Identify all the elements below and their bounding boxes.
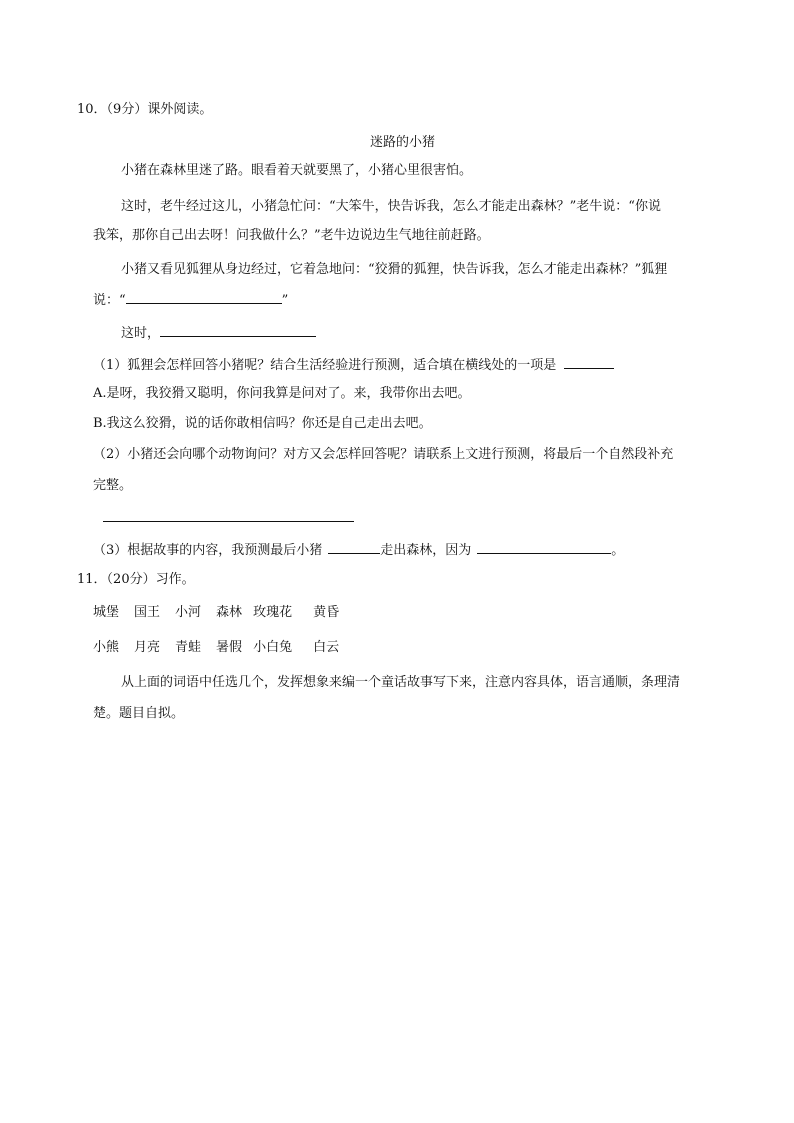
question-11-header: 11．（20分）习作。 bbox=[77, 572, 195, 587]
story-paragraph-3-line-2 bbox=[93, 290, 288, 310]
word: 青蛙 bbox=[175, 640, 202, 655]
option-b: B.我这么狡猾，说的话你敢相信吗？你还是自己走出去吧。 bbox=[93, 416, 432, 431]
word: 白云 bbox=[313, 640, 340, 655]
last-paragraph-blank[interactable] bbox=[160, 323, 316, 337]
option-a: A.是呀，我狡猾又聪明，你问我算是问对了。来，我带你出去吧。 bbox=[93, 386, 471, 401]
fox-answer-blank[interactable] bbox=[126, 290, 282, 304]
writing-instruction-line-2: 楚。题目自拟。 bbox=[93, 706, 185, 721]
word-row-1 bbox=[93, 604, 339, 622]
sub-question-3-blank-1[interactable] bbox=[328, 540, 380, 554]
word: 小白兔 bbox=[253, 640, 293, 655]
sub-question-2-line-2: 完整。 bbox=[93, 478, 133, 493]
story-paragraph-2-line-2: 我笨，那你自己出去呀！问我做什么？”老牛边说边生气地往前赶路。 bbox=[93, 228, 490, 243]
story-paragraph-2-line-1: 这时，老牛经过这儿，小猪急忙问：“大笨牛，快告诉我，怎么才能走出森林？”老牛说：“你说 bbox=[121, 199, 661, 214]
fox-quote-prefix: 说：“ bbox=[93, 293, 126, 308]
writing-instruction-line-1: 从上面的词语中任选几个，发挥想象来编一个童话故事写下来，注意内容具体，语言通顺，条理清 bbox=[121, 675, 681, 690]
question-10-header: 10．（9分）课外阅读。 bbox=[77, 102, 213, 117]
sub-question-3 bbox=[93, 540, 624, 560]
story-paragraph-3-line-1: 小猪又看见狐狸从身边经过，它着急地问：“狡猾的狐狸，快告诉我，怎么才能走出森林？”狐狸 bbox=[121, 262, 668, 277]
word: 月亮 bbox=[134, 640, 161, 655]
story-title: 迷路的小猪 bbox=[370, 135, 436, 150]
sub-question-1-answer-blank[interactable] bbox=[564, 355, 614, 369]
word: 国王 bbox=[134, 605, 161, 620]
word: 黄昏 bbox=[313, 605, 340, 620]
word: 小熊 bbox=[93, 640, 120, 655]
word: 暑假 bbox=[216, 640, 243, 655]
sub-question-3-prefix: （3）根据故事的内容，我预测最后小猪 bbox=[93, 543, 323, 558]
sub-question-1 bbox=[93, 355, 614, 375]
sub-question-3-middle: 走出森林，因为 bbox=[380, 543, 472, 558]
word: 森林 bbox=[216, 605, 243, 620]
fox-quote-suffix: ” bbox=[281, 293, 289, 308]
sub-question-2-answer-line[interactable] bbox=[103, 521, 354, 522]
word: 小河 bbox=[175, 605, 202, 620]
sub-question-3-suffix: 。 bbox=[611, 543, 625, 558]
story-paragraph-1: 小猪在森林里迷了路。眼看着天就要黑了，小猪心里很害怕。 bbox=[121, 163, 473, 178]
word: 玫瑰花 bbox=[253, 605, 293, 620]
word-row-2 bbox=[93, 639, 339, 657]
story-paragraph-4 bbox=[121, 323, 316, 343]
sub-question-1-text: （1）狐狸会怎样回答小猪呢？结合生活经验进行预测，适合填在横线处的一项是 bbox=[93, 358, 557, 373]
last-paragraph-prefix: 这时， bbox=[121, 326, 161, 341]
word: 城堡 bbox=[93, 605, 120, 620]
sub-question-3-blank-2[interactable] bbox=[477, 540, 611, 554]
sub-question-2-line-1: （2）小猪还会向哪个动物询问？对方又会怎样回答呢？请联系上文进行预测，将最后一个自然段补充 bbox=[93, 447, 674, 462]
